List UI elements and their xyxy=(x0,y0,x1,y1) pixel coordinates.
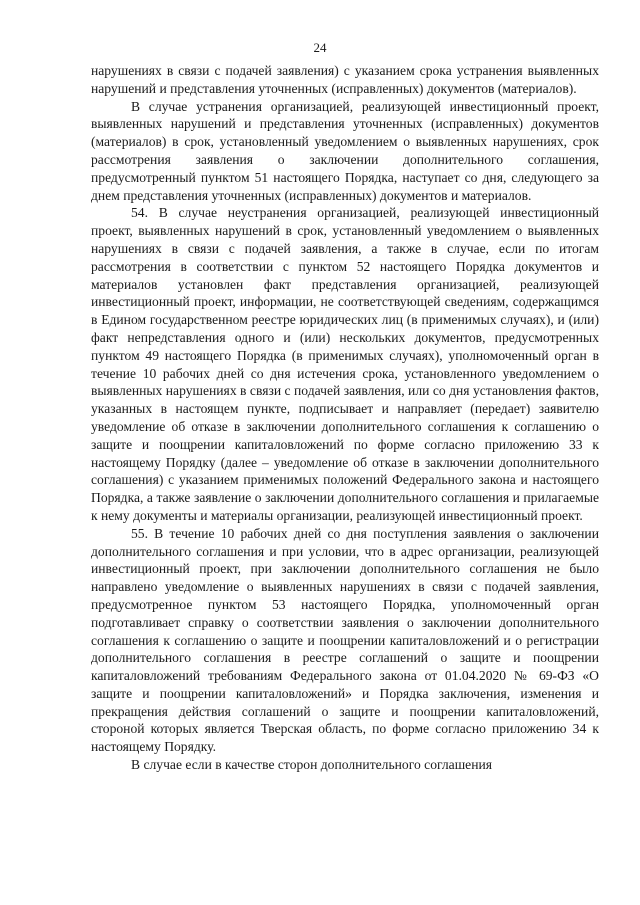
document-body xyxy=(91,62,599,774)
paragraph-item-54: 54. В случае неустранения организацией, реализующей инвестиционный проект, выявленных нарушений в срок, установленный уведомлением о выявленных нарушениях в связи с подачей заявления, а также в случае, если по итогам рассмотрения в соответствии с пунктом 52 настоящего Порядка документов и материалов установлен факт представления организацией, реализующей инвестиционный проект, информации, не соответствующей сведениям, содержащимся в Едином государственном реестре юридических лиц (в применимых случаях), и (или) факт непредставления одного и (или) нескольких документов, предусмотренных пунктом 49 настоящего Порядка (в применимых случаях), уполномоченный орган в течение 10 рабочих дней со дня истечения срока, установленного уведомлением о выявленных нарушениях в связи с подачей заявления, или со дня установления фактов, указанных в настоящем пункте, подписывает и направляет (передает) заявителю уведомление об отказе в заключении дополнительного соглашения к соглашению о защите и поощрении капиталовложений по форме согласно приложению 33 к настоящему Порядку (далее – уведомление об отказе в заключении дополнительного соглашения) с указанием применимых положений Федерального закона и настоящего Порядка, а также заявление о заключении дополнительного соглашения и прилагаемые к нему документы и материалы организации, реализующей инвестиционный проект. xyxy=(91,205,599,523)
paragraph-item-55: 55. В течение 10 рабочих дней со дня поступления заявления о заключении дополнительного соглашения и при условии, что в адрес организации, реализующей инвестиционный проект, при заключении дополнительного соглашения не было направлено уведомление о выявленных нарушениях в связи с подачей заявления, предусмотренное пунктом 53 настоящего Порядка, уполномоченный орган подготавливает справку о соответствии заявления о заключении дополнительного соглашения к соглашению о защите и поощрении капиталовложений и о регистрации дополнительного соглашения в реестре соглашений о защите и поощрении капиталовложений требованиям Федерального закона от 01.04.2020 № 69-ФЗ «О защите и поощрении капиталовложений» и Порядка заключения, изменения и прекращения действия соглашений о защите и поощрении капиталовложений, стороной которых является Тверская область, по форме согласно приложению 34 к настоящему Порядку. xyxy=(91,525,599,755)
paragraph-elimination-case: В случае устранения организацией, реализующей инвестиционный проект, выявленных нарушений и представления уточненных (исправленных) документов (материалов) в срок, установленный уведомлением о выявленных нарушениях, срок рассмотрения заявления о заключении дополнительного соглашения, предусмотренный пунктом 51 настоящего Порядка, наступает со дня, следующего за днем представления уточненных (исправленных) документов и материалов. xyxy=(91,98,599,203)
paragraph-last-line: В случае если в качестве сторон дополнительного соглашения xyxy=(131,757,492,773)
paragraph-continuation: нарушениях в связи с подачей заявления) с указанием срока устранения выявленных нарушений и представления уточненных (исправленных) документов (материалов). xyxy=(91,63,599,96)
page-number: 24 xyxy=(313,40,327,55)
